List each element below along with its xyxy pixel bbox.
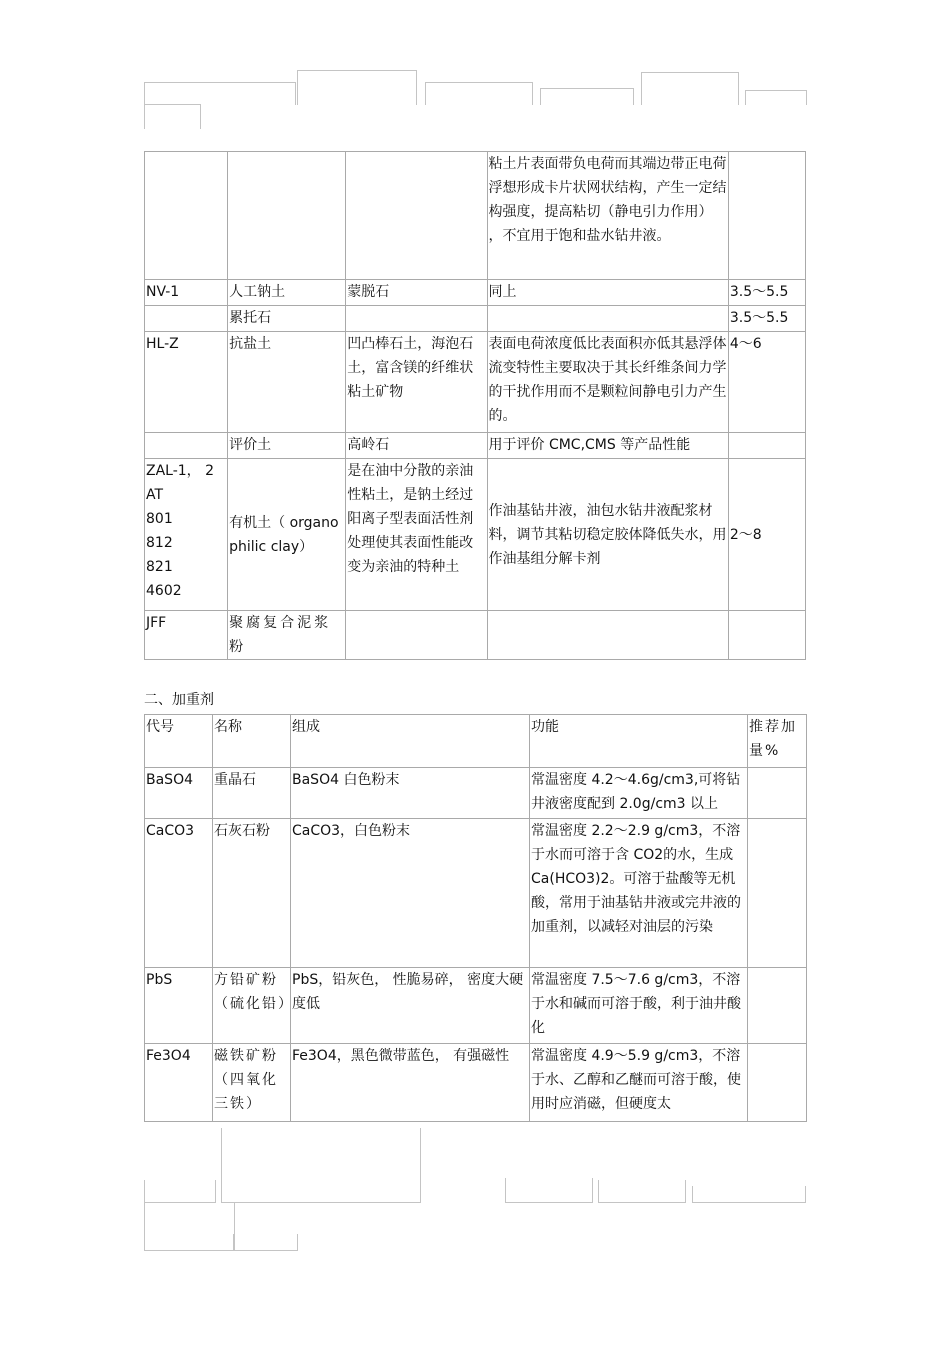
cell-name: 有机土（ organophilic clay） (228, 459, 346, 611)
cell-function: 常温密度 2.2～2.9 g/cm3，不溶于水而可溶于含 CO2的水，生成 Ca(HCO3)2。可溶于盐酸等无机酸，常用于油基钻井液或完井液的加重剂，以减轻对油层的污染 (530, 819, 748, 968)
table-row (145, 306, 806, 332)
cell-composition: PbS，铅灰色， 性脆易碎， 密度大硬度低 (291, 968, 530, 1044)
cell-dosage (728, 611, 805, 660)
clay-table (144, 151, 806, 660)
cell-code: NV-1 (145, 280, 228, 306)
cell-composition (346, 306, 487, 332)
table-row (145, 280, 806, 306)
header-code: 代号 (145, 715, 213, 768)
code-line: 812 (146, 535, 173, 551)
cell-function: 同上 (487, 280, 728, 306)
cell-name: 聚腐复合泥浆粉 (228, 611, 346, 660)
cell-dosage (748, 968, 807, 1044)
cell-composition: BaSO4 白色粉末 (291, 768, 530, 819)
cell-function: 常温密度 4.2～4.6g/cm3,可将钻井液密度配到 2.0g/cm3 以上 (530, 768, 748, 819)
decorative-frame (144, 104, 201, 129)
cell-code: CaCO3 (145, 819, 213, 968)
decorative-frame (641, 72, 739, 105)
cell-name: 评价土 (228, 433, 346, 459)
cell-name: 方铅矿粉（硫化铅） (213, 968, 291, 1044)
table-row (145, 968, 807, 1044)
cell-code (145, 152, 228, 280)
cell-code (145, 433, 228, 459)
decorative-frame (297, 70, 417, 105)
decorative-frame (505, 1178, 593, 1203)
cell-function: 常温密度 4.9～5.9 g/cm3，不溶于水、乙醇和乙醚而可溶于酸，使用时应消磁，但硬度太 (530, 1044, 748, 1122)
cell-composition (346, 152, 487, 280)
cell-function: 表面电荷浓度低比表面积亦低其悬浮体流变特性主要取决于其长纤维条间力学的干扰作用而不是颗粒间静电引力产生的。 (487, 332, 728, 433)
cell-code: PbS (145, 968, 213, 1044)
code-line: 4602 (146, 583, 182, 599)
cell-dosage: 3.5～5.5 (728, 306, 805, 332)
decorative-frame (598, 1180, 686, 1203)
cell-composition: 高岭石 (346, 433, 487, 459)
cell-name: 抗盐土 (228, 332, 346, 433)
cell-dosage (728, 152, 805, 280)
code-line: 801 (146, 511, 173, 527)
cell-composition: 蒙脱石 (346, 280, 487, 306)
cell-name: 累托石 (228, 306, 346, 332)
header-name: 名称 (213, 715, 291, 768)
cell-function (487, 611, 728, 660)
table-row (145, 332, 806, 433)
cell-function: 粘土片表面带负电荷而其端边带正电荷浮想形成卡片状网状结构，产生一定结构强度，提高粘切（静电引力作用） ，不宜用于饱和盐水钻井液。 (487, 152, 728, 280)
decorative-frame (540, 88, 634, 105)
section-title: 二、加重剂 (144, 692, 214, 708)
cell-dosage (728, 433, 805, 459)
code-line: ZAL-1， 2 (146, 463, 215, 479)
table-row (145, 433, 806, 459)
decorative-frame (233, 1234, 298, 1251)
table-row (145, 611, 806, 660)
cell-function (487, 306, 728, 332)
cell-name: 重晶石 (213, 768, 291, 819)
table-row (145, 768, 807, 819)
cell-name (228, 152, 346, 280)
table-row (145, 819, 807, 968)
header-composition: 组成 (291, 715, 530, 768)
decorative-frame (692, 1186, 806, 1203)
header-dosage: 推荐加量% (748, 715, 807, 768)
cell-dosage (748, 819, 807, 968)
cell-name: 磁铁矿粉（四氧化三铁） (213, 1044, 291, 1122)
cell-dosage: 4～6 (728, 332, 805, 433)
cell-code: Fe3O4 (145, 1044, 213, 1122)
cell-function: 常温密度 7.5～7.6 g/cm3，不溶于水和碱而可溶于酸，利于油井酸化 (530, 968, 748, 1044)
code-line: AT (146, 487, 164, 503)
decorative-frame (144, 1180, 216, 1203)
decorative-frame (144, 1202, 235, 1251)
decorative-frame (221, 1128, 421, 1203)
cell-code (145, 306, 228, 332)
cell-composition: 是在油中分散的亲油性粘土，是钠土经过阳离子型表面活性剂处理使其表面性能改变为亲油的特种土 (346, 459, 487, 611)
table-row (145, 459, 806, 611)
cell-function: 作油基钻井液，油包水钻井液配浆材料，调节其粘切稳定胶体降低失水，用作油基组分解卡剂 (487, 459, 728, 611)
table-row (145, 152, 806, 280)
cell-composition: CaCO3，白色粉末 (291, 819, 530, 968)
weighting-agent-table (144, 714, 807, 1122)
cell-composition: 凹凸棒石土，海泡石土，富含镁的纤维状粘土矿物 (346, 332, 487, 433)
cell-dosage: 2～8 (728, 459, 805, 611)
cell-name: 人工钠土 (228, 280, 346, 306)
decorative-frame (745, 90, 807, 105)
cell-name: 石灰石粉 (213, 819, 291, 968)
cell-dosage (748, 768, 807, 819)
cell-code (145, 459, 228, 611)
cell-dosage (748, 1044, 807, 1122)
cell-code: JFF (145, 611, 228, 660)
table-row (145, 1044, 807, 1122)
table-header-row (145, 715, 807, 768)
cell-function: 用于评价 CMC,CMS 等产品性能 (487, 433, 728, 459)
code-line: 821 (146, 559, 173, 575)
cell-composition (346, 611, 487, 660)
cell-code: HL-Z (145, 332, 228, 433)
cell-composition: Fe3O4，黑色微带蓝色， 有强磁性 (291, 1044, 530, 1122)
decorative-frame (144, 82, 296, 105)
cell-dosage: 3.5～5.5 (728, 280, 805, 306)
header-function: 功能 (530, 715, 748, 768)
decorative-frame (425, 82, 533, 105)
cell-code: BaSO4 (145, 768, 213, 819)
